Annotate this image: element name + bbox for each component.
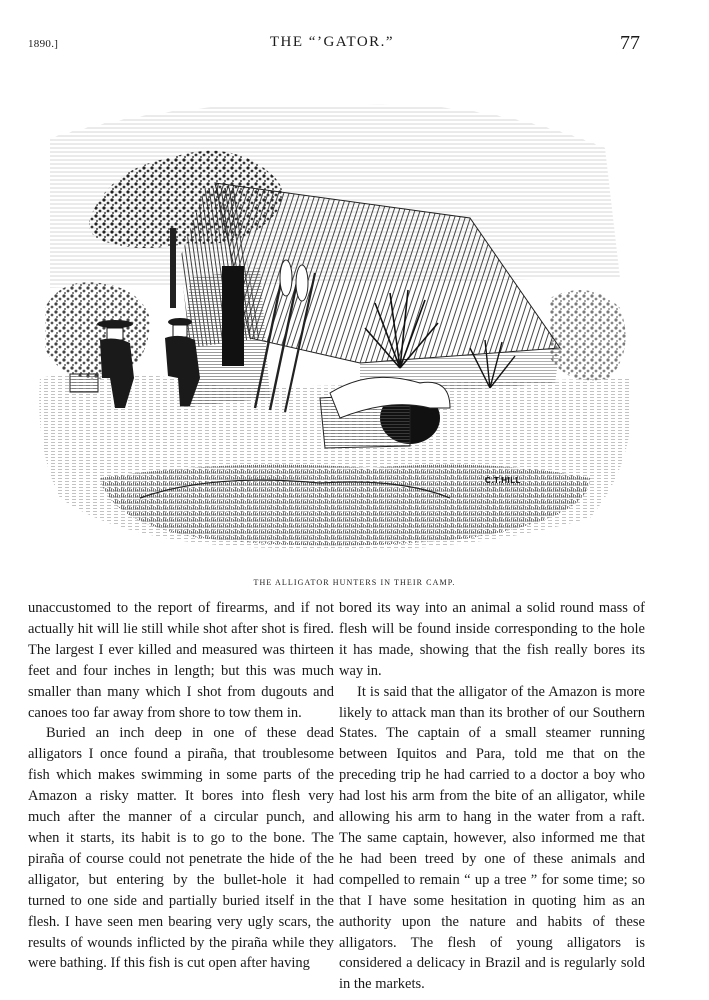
hut-doorway: [222, 266, 244, 366]
paragraph: Buried an inch deep in one of these dead alligators I once found a piraña, that troublesome fish which makes swimming in some parts of the Amazon a risky matter. It bores into flesh very much after the manner of a circular punch, and when it starts, its habit is to go to the bone. The piraña of course could not penetrate the hide of the alligator, but entering by the bullet-hole it had turned to one side and partially buried itself in the flesh. I have seen men bearing very ugly scars, the results of wounds inflicted by the piraña while they were bathing. If this fish is cut open after having: [28, 725, 334, 972]
engraving-drawing: [30, 78, 640, 568]
right-column: [339, 598, 645, 995]
engraving-illustration: [30, 78, 640, 568]
paragraph: It is said that the alligator of the Amazon is more likely to attack man than its brother of our Southern States. The captain of a small steamer running between Iquitos and Para, told me that on the preceding trip he had carried to a doctor a boy who had lost his arm from the bite of an alligator, while allowing his arm to hang in the water from a raft. The same captain, however, also informed me that he had been treed by one of these animals and compelled to remain “ up a tree ” for some time; so that I have some hesitation in quoting him as an authority upon the nature and habits of these alligators. The flesh of young alligators is considered a delicacy in Brazil and is regularly sold in the markets.: [339, 683, 645, 993]
left-bushes: [45, 282, 150, 378]
left-column: [28, 598, 334, 974]
illustration-caption: THE ALLIGATOR HUNTERS IN THEIR CAMP.: [253, 578, 456, 587]
paragraph: unaccustomed to the report of firearms, and if not actually hit will lie still while shot after shot is fired. The largest I ever killed and measured was thirteen feet and four inches in length; but this was much smaller than many which I shot from dugouts and canoes too far away from shore to tow them in.: [28, 600, 334, 721]
barrel-left: [70, 374, 98, 392]
header-date: 1890.]: [28, 38, 59, 50]
running-head: [28, 30, 640, 60]
artist-signature: C.T.HILL: [485, 476, 521, 485]
paragraph: bored its way into an animal a solid round mass of flesh will be found inside corresponding to the hole it has made, showing that the fish really bores its way in.: [339, 600, 645, 679]
page-number: 77: [620, 32, 640, 54]
header-title: THE “’GATOR.”: [269, 34, 395, 50]
right-bushes: [550, 290, 626, 381]
